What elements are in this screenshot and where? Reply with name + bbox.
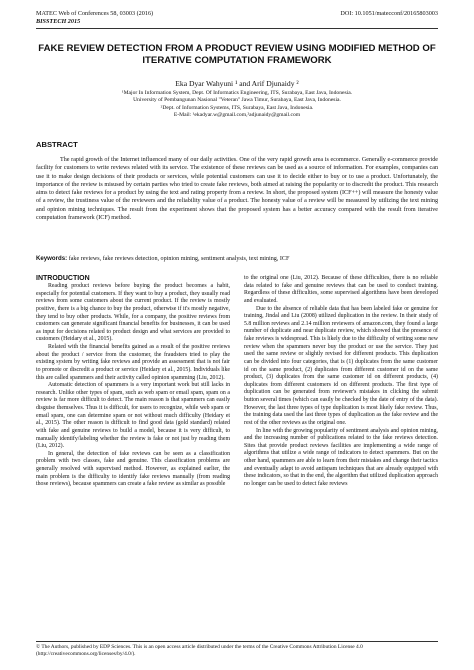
- journal-info: MATEC Web of Conferences 58, 03003 (2016): [36, 10, 154, 17]
- introduction-heading: INTRODUCTION: [36, 275, 90, 282]
- affiliations: [36, 90, 438, 120]
- paragraph: In line with the growing popularity of sentiment analysis and opinion mining, and the increasing number of publications related to the fake reviews detection. Sites that provide product reviews facilities are implementing a wide range of algorithms that utilize a wide range of indicators to detect spammers. But on the other hand, spammers are able to learn from their mistakes and change their tactics and eventually adapt to avoid antispam techniques that are already equipped with these indicators, so that in the end, the algorithm that utilized duplication approach no longer can be used to detect fake reviews: [244, 427, 438, 487]
- keywords-label: Keywords:: [36, 255, 68, 262]
- paper-title: FAKE REVIEW DETECTION FROM A PRODUCT REVIEW USING MODIFIED METHOD OF ITERATIVE COMPUTATION FRAMEWORK: [38, 43, 436, 66]
- running-header: [36, 10, 438, 29]
- authors: Eka Dyar Wahyuni ¹ and Arif Djunaidy ²: [175, 79, 299, 88]
- license-footer: © The Authors, published by EDP Sciences. This is an open access article distributed under the terms of the Creative Commons Attribution License 4.0 (http://creativecommons.org/licenses/by/4.0/).: [36, 641, 438, 658]
- keywords: [36, 255, 438, 263]
- paragraph: Due to the absence of reliable data that has been labeled fake or genuine for training, Jindal and Liu (2008) utilized duplication in the review. In their study of 5.8 million reviews and 2.14 million reviewers of amazon.com, they found a large number of duplicate and near duplicate review, which showed that the presence of fake reviews is widespread. This is likely due to the difficulty of writing some new review when the spammers never buy the product or use the service. They just used the same review or slightly revised for different products. This duplication can be divided into four categories, that is (1) duplicates from the same customer id on the same product, (2) duplicates from different customer id on the same product, (3) duplicates from the same customer id on different products, (4) duplicates from different customers id on different products. The first type of duplication can be generated from reviewer's mistakes in clicking the submit button several times (which can easily be checked by the date of entry of the data). However, the last three types of type duplication is most likely fake review. Thus, the training data used the last three types of duplication as the fake review and the rest of the other reviews as the original one.: [244, 305, 438, 426]
- keywords-list: fake reviews, fake reviews detection, opinion mining, sentiment analysis, text mining, ICF: [68, 256, 290, 262]
- affiliation-line: ²Dept. of Information Systems, ITS, Surabaya, East Java, Indonesia.: [160, 104, 314, 111]
- affiliation-line: ¹Major In Information System, Dept. Of Informatics Engineering, ITS, Surabaya, East Java, Indonesia.: [121, 90, 353, 96]
- paragraph: Related with the financial benefits gained as a result of the positive reviews about the product / service from the customer, the fraudsters tried to play the existing system by writing fake reviews and provide an assessment that is not fair to promote or discredit a product or service (Heidary et al., 2015). Individuals like this are called spammers and their activity called opinion spamming (Liu, 2012).: [36, 344, 230, 381]
- paragraph: Reading product reviews before buying the product becomes a habit, especially for potential customers. If they want to buy a product, they usually read reviews from some customers about the current product. If the review is mostly positive, there is a big chance to buy the product, otherwise if it's mostly negative, they tend to buy other products. While, for a company, the positive reviews from customers can generate significant financial benefits for businesses, it can be used as input for decisions related to product design and what services are provided to customers (Heidary et al., 2015).: [36, 283, 230, 343]
- paragraph: In general, the detection of fake reviews can be seen as a classification problem with two classes, fake and genuine. This classification problems are generally resolved with supervised method. However, as explained earlier, the main problem is the difficulty to identify fake reviews manually (from reading those reviews), because spammers can create a fake review as similar as possible: [36, 450, 230, 488]
- email-line: E-Mail: ¹ekadyar.w@gmail.com,²adjunaidy@gmail.com: [173, 112, 301, 119]
- conference-name: BISSTECH 2015: [36, 18, 81, 25]
- right-column: [244, 275, 438, 489]
- affiliation-line: University of Pembangunan Nasional "Veteran" Jawa Timur, Surabaya, East Java, Indonesia.: [133, 97, 341, 104]
- abstract-text: The rapid growth of the Internet influenced many of our daily activities. One of the very rapid growth area is ecommerce. Generally e-commerce provide facility for customers to write reviews related with its service. The existence of these reviews can be used as a source of information. For examples, companies can use it to make design decisions of their products or services, while potential customers can use it to decide either to buy or to use a product. Unfortunately, the importance of the review is misused by certain parties who tried to create fake reviews, both aimed at raising the popularity or to discredit the product. This research aims to detect fake reviews for a product by using the text and rating property from a review. In short, the proposed system (ICF++) will measure the honesty value of a review, the trustiness value of the reviewers and the reliability value of a product. The honesty value of a review will be measured by utilizing the text mining and opinion mining techniques. The result from the experiment shows that the proposed system has a better accuracy compared with the result from iterative computation framework (ICF) method.: [36, 157, 438, 221]
- abstract-heading: ABSTRACT: [36, 140, 78, 149]
- paragraph: to the original one (Liu, 2012). Because of these difficulties, there is no reliable data related to fake and genuine reviews that can be used to conduct training. Regardless of these difficulties, some supervised algorithms have been developed and evaluated.: [244, 275, 438, 304]
- doi: DOI: 10.1051/matecconf/20165803003: [340, 10, 438, 17]
- header-rule: [36, 28, 438, 29]
- left-column: [36, 275, 230, 489]
- paragraph: Automatic detection of spammers is a very important work but still lacks in research. Unlike other types of spam, such as web spam or email spam, spam on a review is far more difficult to detect. The main reason is that spammers can easily disguise themselves. Thus it is difficult, for users to recognize, while web spam or email spam, one can determine spam or not without much difficulty (Heidary et al., 2015). The other reason is difficult to find good data (gold standard) related with fake and genuine reviews to build a model, because it is very difficult, to manually identify/labeling whether the review is fake or not just by reading them (Liu, 2012).: [36, 382, 230, 450]
